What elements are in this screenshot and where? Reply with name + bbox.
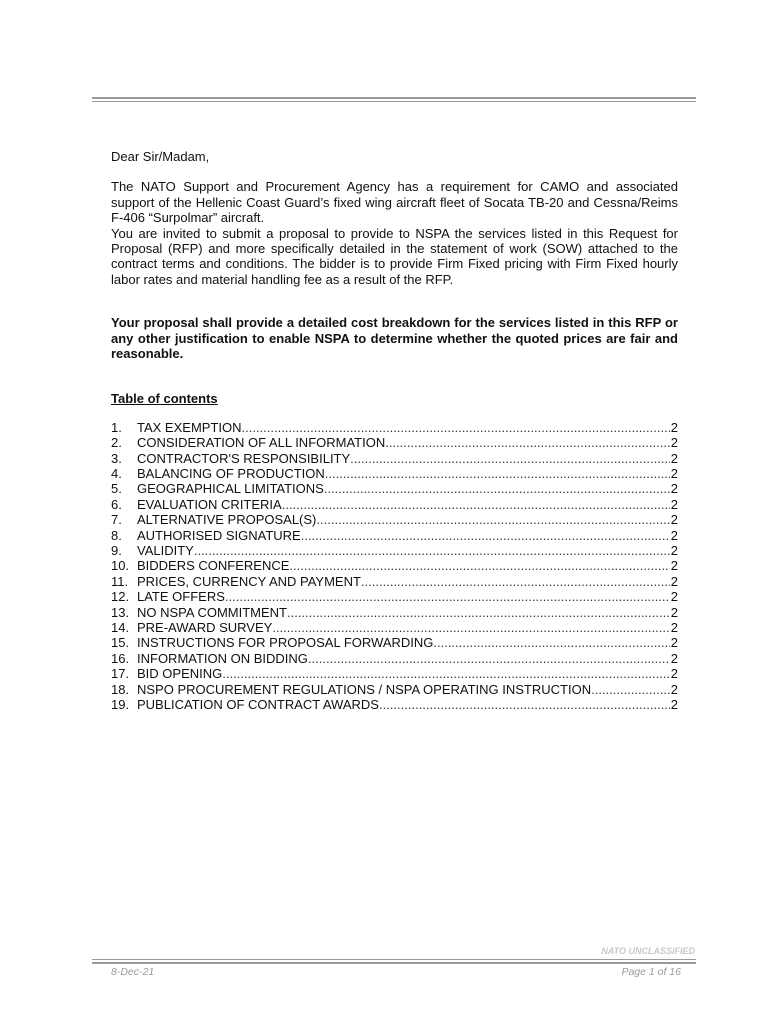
- toc-entry[interactable]: [111, 512, 678, 527]
- toc-entry[interactable]: [111, 620, 678, 635]
- toc-entry-title: AUTHORISED SIGNATURE: [137, 527, 301, 543]
- toc-entry[interactable]: [111, 435, 678, 450]
- toc-dot-leader: [225, 589, 670, 604]
- toc-entry-title: BID OPENING: [137, 666, 223, 682]
- toc-title: Table of contents: [111, 391, 218, 407]
- toc-entry-page: 2: [670, 450, 678, 466]
- toc-entry[interactable]: [111, 451, 678, 466]
- toc-dot-leader: [361, 574, 670, 589]
- toc-entry[interactable]: [111, 589, 678, 604]
- toc-entry-number: 7.: [111, 512, 122, 528]
- toc-entry-number: 2.: [111, 435, 122, 451]
- header-rule: [92, 97, 696, 103]
- toc-entry-page: 2: [670, 527, 678, 543]
- toc-dot-leader: [316, 512, 669, 527]
- toc-entry-title: LATE OFFERS: [137, 589, 225, 605]
- toc-entry-title: TAX EXEMPTION: [137, 419, 242, 435]
- cost-breakdown-paragraph: Your proposal shall provide a detailed cost breakdown for the services listed in this RFP or any other justification to enable NSPA to determine whether the quoted prices are fair and reasonable.: [111, 315, 678, 362]
- header-rule-line: [92, 97, 696, 99]
- toc-entry[interactable]: [111, 466, 678, 481]
- toc-dot-leader: [272, 620, 669, 635]
- toc-dot-leader: [433, 635, 669, 650]
- toc-entry-number: 8.: [111, 527, 122, 543]
- toc-entry-title: CONSIDERATION OF ALL INFORMATION: [137, 435, 386, 451]
- header-rule-line: [92, 101, 696, 102]
- toc-dot-leader: [324, 481, 670, 496]
- toc-entry[interactable]: [111, 635, 678, 650]
- toc-entry-title: PUBLICATION OF CONTRACT AWARDS: [137, 696, 379, 712]
- intro-paragraph: The NATO Support and Procurement Agency has a requirement for CAMO and associated support of the Hellenic Coast Guard’s fixed wing aircraft fleet of Socata TB-20 and Cessna/Reims F-406 “Surpolmar” aircraft.: [111, 179, 678, 226]
- toc-dot-leader: [301, 528, 670, 543]
- toc-entry-title: INFORMATION ON BIDDING: [137, 650, 308, 666]
- toc-entry-number: 3.: [111, 450, 122, 466]
- toc-entry-title: BIDDERS CONFERENCE: [137, 558, 290, 574]
- toc-entry-page: 2: [670, 681, 678, 697]
- toc-entry[interactable]: [111, 481, 678, 496]
- toc-entry-title: BALANCING OF PRODUCTION: [137, 466, 325, 482]
- toc-entry-page: 2: [670, 543, 678, 558]
- toc-dot-leader: [282, 497, 670, 512]
- table-of-contents: [111, 420, 678, 712]
- toc-entry-title: PRE-AWARD SURVEY: [137, 619, 273, 635]
- toc-entry-number: 11.: [111, 573, 129, 589]
- toc-dot-leader: [350, 451, 670, 466]
- toc-entry[interactable]: [111, 605, 678, 620]
- toc-entry-number: 13.: [111, 604, 130, 620]
- toc-entry[interactable]: [111, 543, 678, 558]
- footer-page-number: Page 1 of 16: [621, 966, 681, 978]
- toc-entry-title: PRICES, CURRENCY AND PAYMENT: [137, 573, 361, 589]
- toc-dot-leader: [591, 682, 670, 697]
- toc-dot-leader: [287, 605, 670, 620]
- toc-entry[interactable]: [111, 528, 678, 543]
- toc-entry[interactable]: [111, 574, 678, 589]
- toc-entry-number: 4.: [111, 466, 122, 482]
- toc-entry-title: INSTRUCTIONS FOR PROPOSAL FORWARDING: [137, 635, 434, 651]
- toc-dot-leader: [379, 697, 670, 712]
- toc-entry-page: 2: [670, 466, 678, 482]
- toc-entry-title: GEOGRAPHICAL LIMITATIONS: [137, 481, 324, 497]
- toc-entry-number: 1.: [111, 419, 122, 435]
- toc-entry[interactable]: [111, 697, 678, 712]
- toc-entry-number: 15.: [111, 635, 130, 651]
- toc-entry-page: 2: [670, 696, 678, 712]
- toc-entry[interactable]: [111, 420, 678, 435]
- toc-dot-leader: [194, 543, 670, 558]
- toc-entry-title: ALTERNATIVE PROPOSAL(S): [137, 512, 317, 528]
- footer-date: 8-Dec-21: [111, 966, 155, 978]
- toc-dot-leader: [242, 420, 670, 435]
- invitation-paragraph: You are invited to submit a proposal to provide to NSPA the services listed in this Request for Proposal (RFP) and more specifically detailed in the statement of work (SOW) attached to the contract terms and conditions. The bidder is to provide Firm Fixed pricing with Firm Fixed hourly labor rates and material handling fee as a result of the RFP.: [111, 225, 678, 287]
- toc-entry-page: 2: [670, 496, 678, 512]
- toc-entry-page: 2: [670, 435, 678, 451]
- toc-entry-title: EVALUATION CRITERIA: [137, 496, 282, 512]
- toc-entry-title: NSPO PROCUREMENT REGULATIONS / NSPA OPERATING INSTRUCTION: [137, 681, 592, 697]
- toc-entry-number: 19.: [111, 696, 130, 712]
- toc-entry-page: 2: [670, 589, 678, 605]
- toc-entry-page: 2: [670, 573, 678, 589]
- toc-entry-page: 2: [670, 650, 678, 666]
- toc-entry[interactable]: [111, 651, 678, 666]
- toc-entry-title: VALIDITY: [137, 543, 194, 558]
- toc-dot-leader: [325, 466, 670, 481]
- toc-entry-page: 2: [670, 512, 678, 528]
- toc-entry-number: 5.: [111, 481, 122, 497]
- footer-rule-line: [92, 959, 696, 960]
- toc-dot-leader: [308, 651, 670, 666]
- toc-entry-page: 2: [670, 558, 678, 574]
- toc-entry[interactable]: [111, 558, 678, 573]
- toc-entry-number: 18.: [111, 681, 130, 697]
- toc-entry-number: 6.: [111, 496, 122, 512]
- toc-dot-leader: [385, 435, 670, 450]
- greeting: Dear Sir/Madam,: [111, 149, 210, 164]
- toc-entry-page: 2: [670, 635, 678, 651]
- toc-entry-number: 14.: [111, 619, 130, 635]
- toc-entry[interactable]: [111, 666, 678, 681]
- toc-dot-leader: [222, 666, 670, 681]
- toc-entry-page: 2: [670, 666, 678, 682]
- toc-entry-number: 10.: [111, 558, 130, 574]
- toc-entry[interactable]: [111, 682, 678, 697]
- toc-entry-number: 12.: [111, 589, 130, 605]
- toc-dot-leader: [289, 558, 669, 573]
- document-body: [111, 149, 678, 712]
- toc-entry[interactable]: [111, 497, 678, 512]
- footer-rule: [92, 959, 696, 964]
- footer-rule-line: [92, 962, 696, 964]
- toc-entry-number: 17.: [111, 666, 130, 682]
- toc-entry-page: 2: [670, 419, 678, 435]
- toc-entry-page: 2: [670, 619, 678, 635]
- toc-entry-number: 16.: [111, 650, 130, 666]
- toc-entry-title: CONTRACTOR'S RESPONSIBILITY: [137, 450, 351, 466]
- toc-entry-page: 2: [670, 481, 678, 497]
- toc-entry-number: 9.: [111, 543, 122, 558]
- toc-entry-title: NO NSPA COMMITMENT: [137, 604, 287, 620]
- footer-classification: NATO UNCLASSIFIED: [601, 946, 695, 956]
- toc-entry-page: 2: [670, 604, 678, 620]
